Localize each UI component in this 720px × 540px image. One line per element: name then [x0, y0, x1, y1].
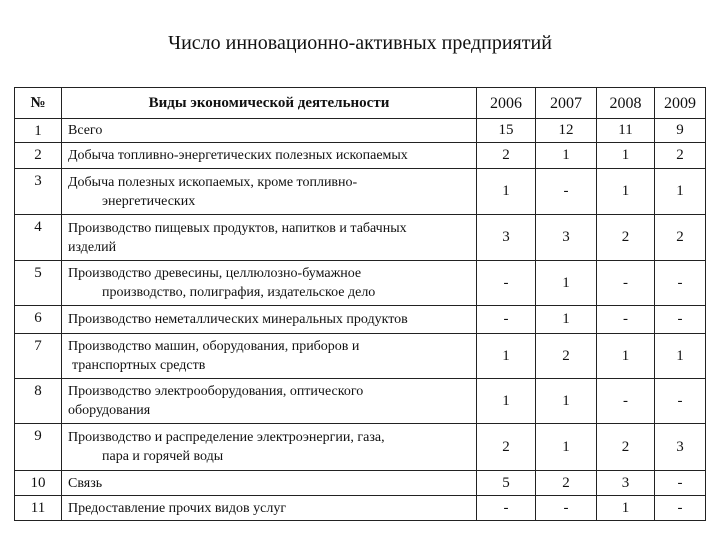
value-cell: -	[597, 306, 655, 334]
row-number: 9	[15, 424, 62, 471]
value-cell: -	[477, 496, 536, 521]
value-cell: 2	[597, 424, 655, 471]
table-row	[15, 143, 706, 169]
activity-line1: Связь	[68, 475, 103, 491]
value-cell: 1	[655, 169, 706, 215]
activity-cell	[62, 496, 477, 521]
activity-line2: транспортных средств	[72, 358, 206, 373]
activity-cell	[62, 143, 477, 169]
activity-cell	[62, 471, 477, 496]
value-cell: -	[597, 379, 655, 424]
table-row	[15, 379, 706, 424]
activity-cell	[62, 424, 477, 471]
header-year: 2007	[536, 88, 597, 119]
activity-cell	[62, 261, 477, 306]
row-number: 3	[15, 169, 62, 215]
value-cell: 1	[536, 306, 597, 334]
table-row	[15, 169, 706, 215]
value-cell: 1	[536, 379, 597, 424]
value-cell: 5	[477, 471, 536, 496]
activity-line2: производство, полиграфия, издательское дело	[102, 285, 376, 300]
row-number: 10	[15, 471, 62, 496]
value-cell: 3	[477, 215, 536, 261]
value-cell: 1	[655, 334, 706, 379]
value-cell: -	[655, 379, 706, 424]
value-cell: -	[536, 496, 597, 521]
table-row	[15, 215, 706, 261]
header-num: №	[15, 88, 62, 119]
activity-line2: оборудования	[68, 403, 151, 418]
value-cell: 1	[597, 143, 655, 169]
header-activity: Виды экономической деятельности	[62, 88, 477, 119]
value-cell: -	[655, 306, 706, 334]
table-row	[15, 471, 706, 496]
activity-line1: Предоставление прочих видов услуг	[68, 500, 287, 516]
activity-line1: Производство машин, оборудования, приборов и	[68, 339, 360, 354]
value-cell: -	[536, 169, 597, 215]
row-number: 1	[15, 119, 62, 143]
value-cell: 2	[477, 424, 536, 471]
activity-line1: Добыча полезных ископаемых, кроме топливно-	[68, 174, 358, 190]
value-cell: 3	[536, 215, 597, 261]
page-title: Число инновационно-активных предприятий	[168, 32, 552, 54]
value-cell: 1	[597, 334, 655, 379]
table-row	[15, 119, 706, 143]
value-cell: 2	[597, 215, 655, 261]
table-row	[15, 334, 706, 379]
activity-line2: пара и горячей воды	[102, 449, 224, 464]
row-number: 7	[15, 334, 62, 379]
value-cell: -	[477, 261, 536, 306]
table-row	[15, 424, 706, 471]
table-row	[15, 496, 706, 521]
value-cell: 1	[536, 424, 597, 471]
value-cell: -	[655, 261, 706, 306]
activity-cell	[62, 334, 477, 379]
activity-line1: Производство электрооборудования, оптического	[68, 384, 364, 399]
activity-line1: Производство пищевых продуктов, напитков и табачных	[68, 220, 407, 236]
row-number: 6	[15, 306, 62, 334]
header-year: 2009	[655, 88, 706, 119]
value-cell: 2	[536, 334, 597, 379]
activity-cell	[62, 169, 477, 215]
value-cell: -	[597, 261, 655, 306]
value-cell: 1	[477, 334, 536, 379]
value-cell: 15	[477, 119, 536, 143]
activity-line1: Производство и распределение электроэнергии, газа,	[68, 430, 385, 445]
table-row	[15, 306, 706, 334]
row-number: 8	[15, 379, 62, 424]
activity-line2: энергетических	[102, 193, 196, 209]
value-cell: -	[655, 471, 706, 496]
value-cell: 1	[536, 143, 597, 169]
header-year: 2008	[597, 88, 655, 119]
value-cell: -	[477, 306, 536, 334]
value-cell: 1	[597, 169, 655, 215]
value-cell: 1	[477, 169, 536, 215]
value-cell: 3	[597, 471, 655, 496]
row-number: 2	[15, 143, 62, 169]
value-cell: 12	[536, 119, 597, 143]
activity-line2: изделий	[68, 239, 117, 255]
activity-cell	[62, 306, 477, 334]
row-number: 4	[15, 215, 62, 261]
activity-line1: Всего	[68, 123, 103, 138]
row-number: 11	[15, 496, 62, 521]
value-cell: 9	[655, 119, 706, 143]
value-cell: 2	[477, 143, 536, 169]
value-cell: 1	[477, 379, 536, 424]
value-cell: 1	[597, 496, 655, 521]
activity-line1: Производство древесины, целлюлозно-бумажное	[68, 266, 362, 281]
value-cell: -	[655, 496, 706, 521]
table-header-row	[15, 88, 706, 119]
value-cell: 1	[536, 261, 597, 306]
activity-line1: Производство неметаллических минеральных продуктов	[68, 312, 408, 327]
activity-cell	[62, 119, 477, 143]
value-cell: 3	[655, 424, 706, 471]
activity-line1: Добыча топливно-энергетических полезных ископаемых	[68, 148, 408, 163]
activity-cell	[62, 215, 477, 261]
value-cell: 2	[536, 471, 597, 496]
value-cell: 2	[655, 143, 706, 169]
table-row	[15, 261, 706, 306]
enterprises-table	[14, 87, 706, 521]
header-year: 2006	[477, 88, 536, 119]
activity-cell	[62, 379, 477, 424]
value-cell: 2	[655, 215, 706, 261]
value-cell: 11	[597, 119, 655, 143]
row-number: 5	[15, 261, 62, 306]
